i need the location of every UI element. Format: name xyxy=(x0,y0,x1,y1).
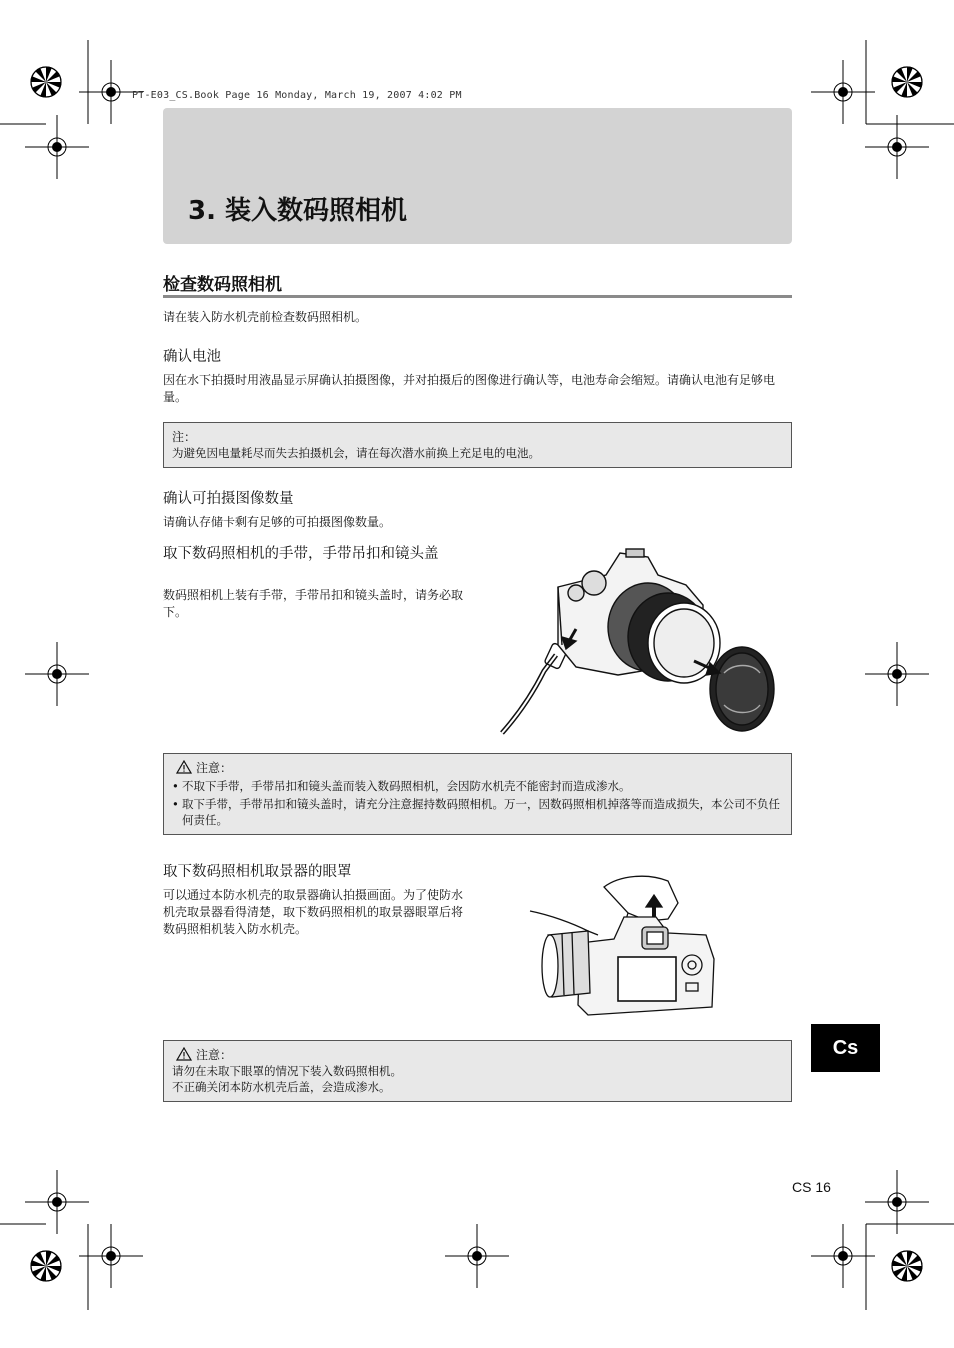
section-intro: 请在装入防水机壳前检查数码照相机。 xyxy=(163,310,368,324)
caution-label-2: 注意： xyxy=(196,1048,233,1062)
images-count-heading: 确认可拍摄图像数量 xyxy=(163,491,294,507)
battery-heading: 确认电池 xyxy=(163,349,221,365)
caution-box-2 xyxy=(163,1040,792,1102)
battery-body: 因在水下拍摄时用液晶显示屏确认拍摄图像，并对拍摄后的图像进行确认等，电池寿命会缩短。请确认电池有足够电量。 xyxy=(163,373,776,404)
section-title: 检查数码照相机 xyxy=(163,275,282,295)
camera-strap-illustration xyxy=(498,545,788,737)
caution-line: 不正确关闭本防水机壳后盖，会造成渗水。 xyxy=(172,1080,391,1094)
strap-heading: 取下数码照相机的手带，手带吊扣和镜头盖 xyxy=(163,546,439,562)
camera-eyecup-illustration xyxy=(528,873,724,1021)
note-label: 注： xyxy=(172,430,197,444)
page-number: CS 16 xyxy=(792,1179,831,1195)
caution-label: 注意： xyxy=(196,761,233,775)
chapter-title: 3. 装入数码照相机 xyxy=(188,196,408,226)
note-box xyxy=(163,422,792,468)
note-text: 为避免因电量耗尽而失去拍摄机会，请在每次潜水前换上充足电的电池。 xyxy=(172,446,540,460)
caution-item: • 不取下手带，手带吊扣和镜头盖而装入数码照相机，会因防水机壳不能密封而造成渗水。 xyxy=(172,778,783,794)
caution-box xyxy=(163,753,792,835)
eyecup-heading: 取下数码照相机取景器的眼罩 xyxy=(163,864,352,880)
section-divider xyxy=(163,295,792,298)
caution-item: • 取下手带，手带吊扣和镜头盖时，请充分注意握持数码照相机。万一，因数码照相机掉落等而造成损失，本公司不负任何责任。 xyxy=(172,796,783,828)
warning-triangle-icon xyxy=(176,1047,192,1061)
strap-body: 数码照相机上装有手带，手带吊扣和镜头盖时，请务必取下。 xyxy=(163,588,464,619)
language-tab: Cs xyxy=(811,1024,880,1072)
warning-triangle-icon xyxy=(176,760,192,774)
caution-line: 请勿在未取下眼罩的情况下装入数码照相机。 xyxy=(172,1064,402,1078)
images-count-body: 请确认存储卡剩有足够的可拍摄图像数量。 xyxy=(163,515,392,529)
eyecup-body: 可以通过本防水机壳的取景器确认拍摄画面。为了使防水机壳取景器看得清楚，取下数码照相机的取景器眼罩后将数码照相机装入防水机壳。 xyxy=(163,888,464,936)
book-info-header: PT-E03_CS.Book Page 16 Monday, March 19, 2007 4:02 PM xyxy=(132,90,462,101)
